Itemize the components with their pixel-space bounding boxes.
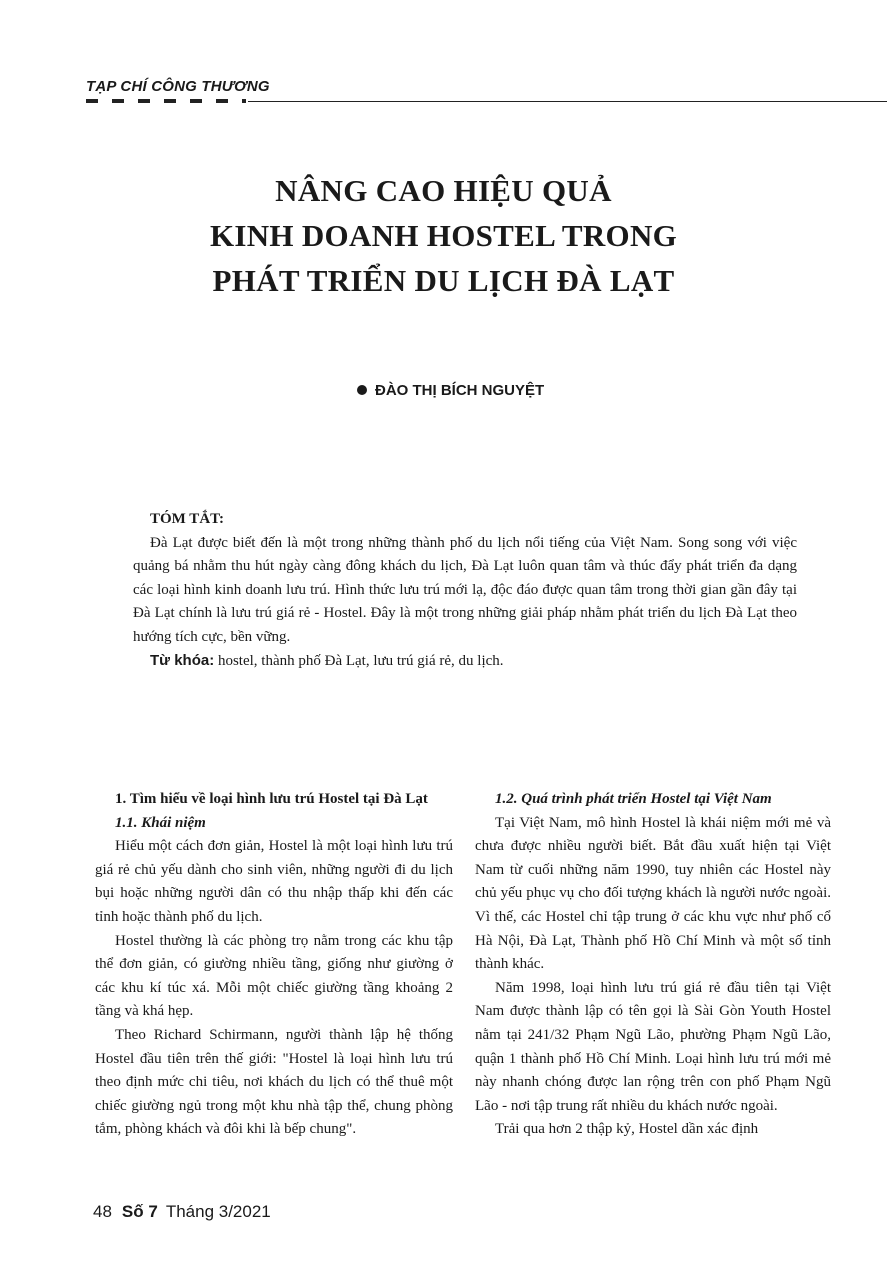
header-dashes bbox=[86, 99, 246, 103]
bullet-icon bbox=[357, 385, 367, 395]
title-line-1: NÂNG CAO HIỆU QUẢ bbox=[275, 173, 612, 208]
paragraph: Năm 1998, loại hình lưu trú giá rẻ đầu tiên tại Việt Nam được thành lập có tên gọi là Sài Gòn Youth Hostel nằm tại 241/32 Phạm Ngũ Lão, phường Phạm Ngũ Lão, quận 1 thành phố Hồ Chí Minh. Loại hình lưu trú mới mẻ này nhanh chóng được lan rộng trên con phố Phạm Ngũ Lão - nơi tập trung rất nhiều du khách nước ngoài. bbox=[475, 979, 831, 1114]
author-line bbox=[357, 382, 544, 399]
paragraph: Hiểu một cách đơn giản, Hostel là một loại hình lưu trú giá rẻ chủ yếu dành cho sinh viên, những người đi du lịch bụi hoặc những người dân có thu nhập thấp khi đến các tỉnh hoặc thành phố du lịch. bbox=[95, 838, 453, 925]
header-rule bbox=[248, 101, 887, 102]
subsection-heading-1-1: 1.1. Khái niệm bbox=[115, 814, 206, 831]
page-footer bbox=[93, 1202, 271, 1222]
paragraph: Trải qua hơn 2 thập kỷ, Hostel dần xác định bbox=[495, 1121, 759, 1138]
subsection-heading-1-2: 1.2. Quá trình phát triển Hostel tại Việt Nam bbox=[495, 791, 772, 807]
paragraph: Theo Richard Schirmann, người thành lập hệ thống Hostel đầu tiên trên thế giới: "Hostel là loại hình lưu trú theo định mức chi tiêu, nơi khách du lịch có thể thuê một chiếc giường ngủ trong một khu nhà tập thể, chung phòng tắm, phòng khách và đôi khi là bếp chung". bbox=[95, 1026, 453, 1138]
title-line-3: PHÁT TRIỂN DU LỊCH ĐÀ LẠT bbox=[212, 263, 675, 298]
journal-header: TẠP CHÍ CÔNG THƯƠNG bbox=[86, 78, 270, 95]
abstract bbox=[133, 508, 797, 674]
abstract-heading: TÓM TẮT: bbox=[150, 511, 225, 527]
page-number: 48 bbox=[93, 1202, 112, 1221]
section-heading: 1. Tìm hiểu về loại hình lưu trú Hostel tại Đà Lạt bbox=[115, 791, 428, 807]
title-line-2: KINH DOANH HOSTEL TRONG bbox=[209, 218, 678, 253]
abstract-body: Đà Lạt được biết đến là một trong những thành phố du lịch nổi tiếng của Việt Nam. Song song với việc quảng bá nhằm thu hút ngày càng đông khách du lịch, Đà Lạt luôn quan tâm và thúc đẩy phát triển đa dạng các loại hình kinh doanh lưu trú. Hình thức lưu trú mới lạ, độc đáo được quan tâm trong thời gian gần đây tại Đà Lạt chính là lưu trú giá rẻ - Hostel. Đây là một trong những giải pháp nhằm phát triển du lịch Đà Lạt theo hướng tích cực, bền vững. bbox=[133, 534, 797, 645]
right-column bbox=[475, 788, 831, 1142]
issue-number: Số 7 bbox=[121, 1202, 158, 1221]
paragraph: Tại Việt Nam, mô hình Hostel là khái niệm mới mẻ và chưa được nhiều người biết. Bắt đầu xuất hiện tại Việt Nam từ cuối những năm 1990, tuy nhiên các Hostel này chủ yếu phục vụ cho đối tượng khách là người nước ngoài. Vì thế, các Hostel chỉ tập trung ở các khu vực như phố cổ Hà Nội, Đà Lạt, Thành phố Hồ Chí Minh và một số tỉnh thành khác. bbox=[475, 814, 831, 973]
left-column bbox=[95, 788, 453, 1142]
keywords-label: Từ khóa: bbox=[150, 652, 215, 669]
author-name: ĐÀO THỊ BÍCH NGUYỆT bbox=[375, 382, 545, 399]
keywords-text: hostel, thành phố Đà Lạt, lưu trú giá rẻ, du lịch. bbox=[214, 653, 504, 669]
issue-date: Tháng 3/2021 bbox=[165, 1202, 271, 1221]
article-title bbox=[0, 168, 887, 303]
keywords bbox=[133, 649, 797, 674]
paragraph: Hostel thường là các phòng trọ nằm trong các khu tập thể đơn giản, có giường nhiều tầng, giống như giường ở các khu kí túc xá. Mỗi một chiếc giường tầng khoảng 2 tầng và khá hẹp. bbox=[95, 932, 453, 1020]
